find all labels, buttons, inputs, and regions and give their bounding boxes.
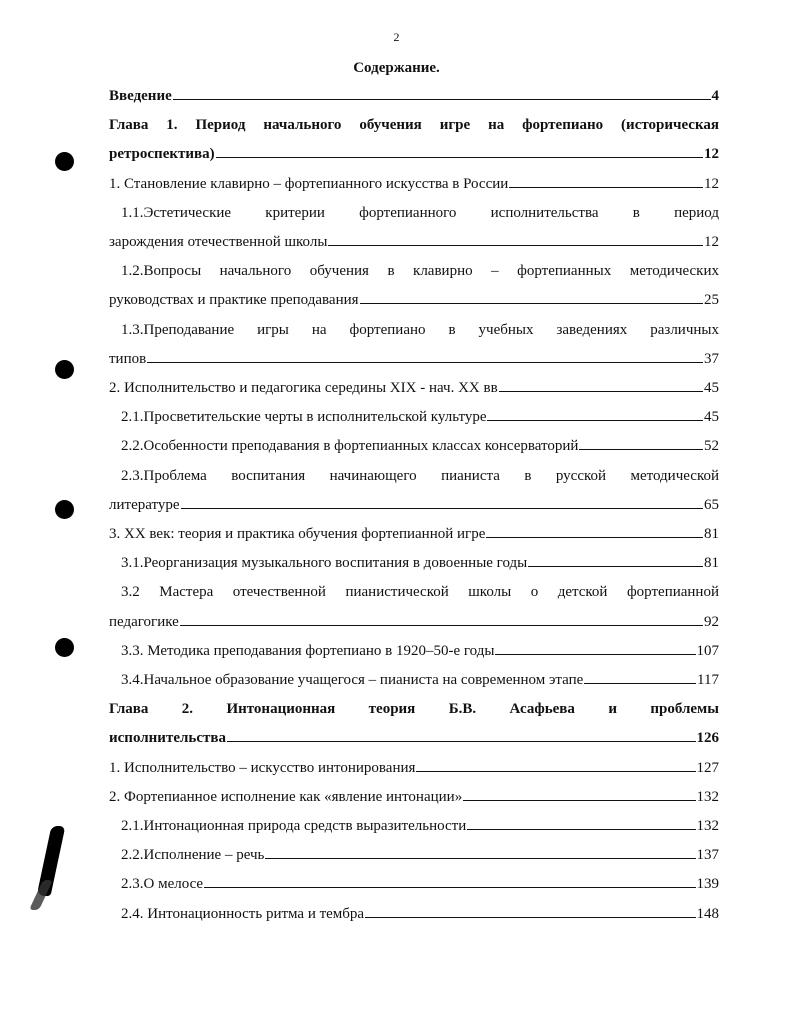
- leader-line: [416, 771, 695, 772]
- leader-line: [365, 917, 695, 918]
- toc-entry: [109, 403, 719, 432]
- leader-line: [204, 887, 695, 888]
- leader-line: [181, 508, 703, 509]
- toc-page-number: 45: [704, 409, 719, 426]
- leader-line: [180, 625, 703, 626]
- punch-hole-mark: [55, 360, 74, 379]
- leader-line: [147, 362, 703, 363]
- toc-entry-text: 2.1.Интонационная природа средств выразительности: [121, 818, 467, 835]
- toc-entry: [109, 520, 719, 549]
- toc-entry-text: 2.2.Исполнение – речь: [121, 847, 265, 864]
- toc-entry-text: ретроспектива): [109, 146, 215, 163]
- toc-entry-text: Глава 2. Интонационная теория Б.В. Асафьева и проблемы: [109, 701, 719, 718]
- toc-entry: [109, 432, 719, 461]
- toc-entry: [109, 199, 719, 257]
- toc-entry-text: 2.3.О мелосе: [121, 876, 204, 893]
- toc-entry: [109, 783, 719, 812]
- toc-page-number: 81: [704, 555, 719, 572]
- punch-hole-mark: [55, 152, 74, 171]
- toc-page-number: 139: [696, 876, 719, 893]
- toc-page-number: 25: [704, 292, 719, 309]
- leader-line: [579, 449, 703, 450]
- toc-page-number: 45: [704, 380, 719, 397]
- toc-entry: [109, 170, 719, 199]
- toc-entry-text: Введение: [109, 88, 172, 104]
- toc-entry-text: типов: [109, 350, 147, 367]
- leader-line: [227, 741, 696, 742]
- page-number: 2: [393, 30, 400, 44]
- leader-line: [509, 187, 703, 188]
- toc-entry-text: 3.2 Мастера отечественной пианистической школы о детской фортепианной: [121, 584, 719, 601]
- toc-entry-text: 3. XX век: теория и практика обучения фортепианной игре: [109, 526, 486, 543]
- toc-entry-text: 2.2.Особенности преподавания в фортепианных классах консерваторий: [121, 438, 579, 455]
- toc-entry: [109, 841, 719, 870]
- toc-entry-text: 2. Исполнительство и педагогика середины XIX - нач. XX вв: [109, 380, 498, 397]
- toc-entry: [109, 812, 719, 841]
- toc-entry: [109, 637, 719, 666]
- toc-page-number: 52: [704, 438, 719, 455]
- toc-entry-text: 1.2.Вопросы начального обучения в клавирно – фортепианных методических: [121, 263, 719, 280]
- toc-entry: [109, 666, 719, 695]
- toc-entry: [109, 549, 719, 578]
- toc-page-number: 148: [696, 905, 719, 922]
- toc-entry-text: 3.4.Начальное образование учащегося – пианиста на современном этапе: [121, 672, 584, 689]
- toc-entry-text: зарождения отечественной школы: [109, 234, 328, 251]
- toc-entry-text: педагогике: [109, 613, 179, 630]
- toc-entry: [109, 316, 719, 374]
- toc-page-number: 12: [704, 175, 719, 192]
- toc-page-number: 92: [704, 613, 719, 630]
- toc-page-number: 132: [696, 788, 719, 805]
- toc-page-number: 4: [711, 88, 719, 104]
- page-title: Содержание.: [353, 60, 440, 76]
- toc-page-number: 81: [704, 526, 719, 543]
- leader-line: [495, 654, 695, 655]
- toc-entry: [109, 82, 719, 111]
- toc-page-number: 127: [696, 759, 719, 776]
- toc-page-number: 12: [704, 234, 719, 251]
- toc-entry-text: 2.3.Проблема воспитания начинающего пианиста в русской методической: [121, 467, 719, 484]
- leader-line: [486, 537, 703, 538]
- toc-entry: [109, 695, 719, 753]
- toc-page-number: 117: [697, 672, 719, 689]
- toc-entry-text: Глава 1. Период начального обучения игре на фортепиано (историческая: [109, 117, 719, 134]
- toc-page-number: 132: [696, 818, 719, 835]
- toc-entry-text: руководствах и практике преподавания: [109, 292, 359, 309]
- toc-entry: [109, 374, 719, 403]
- leader-line: [499, 391, 703, 392]
- leader-line: [265, 858, 695, 859]
- toc-entry-text: 1. Становление клавирно – фортепианного искусства в России: [109, 175, 509, 192]
- punch-hole-mark: [55, 638, 74, 657]
- leader-line: [360, 303, 703, 304]
- toc-entry-text: литературе: [109, 496, 180, 513]
- toc-page-number: 126: [696, 730, 719, 747]
- toc-page-number: 37: [704, 350, 719, 367]
- toc-entry: [109, 111, 719, 169]
- toc-page-number: 65: [704, 496, 719, 513]
- toc-page-number: 137: [696, 847, 719, 864]
- leader-line: [463, 800, 695, 801]
- toc-entry-text: 3.1.Реорганизация музыкального воспитания в довоенные годы: [121, 555, 528, 572]
- toc-entry: [109, 462, 719, 520]
- toc-page-number: 12: [704, 146, 719, 163]
- toc-entry-text: 1.3.Преподавание игры на фортепиано в учебных заведениях различных: [121, 321, 719, 338]
- toc-entry: [109, 754, 719, 783]
- leader-line: [173, 99, 711, 100]
- toc-entry-text: 3.3. Методика преподавания фортепиано в 1920–50-е годы: [121, 642, 495, 659]
- leader-line: [584, 683, 696, 684]
- leader-line: [528, 566, 703, 567]
- leader-line: [467, 829, 695, 830]
- toc-entry-text: исполнительства: [109, 730, 226, 747]
- leader-line: [328, 245, 703, 246]
- punch-hole-mark: [55, 500, 74, 519]
- toc-entry-text: 1. Исполнительство – искусство интонирования: [109, 759, 416, 776]
- toc-entry-text: 2.4. Интонационность ритма и тембра: [121, 905, 365, 922]
- leader-line: [487, 420, 703, 421]
- toc-entry-text: 2. Фортепианное исполнение как «явление интонации»: [109, 788, 463, 805]
- toc-entry-text: 1.1.Эстетические критерии фортепианного исполнительства в период: [121, 204, 719, 221]
- toc-page-number: 107: [696, 642, 719, 659]
- toc-entry-text: 2.1.Просветительские черты в исполнительской культуре: [121, 409, 487, 426]
- toc-entry: [109, 578, 719, 636]
- toc-entry: [109, 870, 719, 899]
- table-of-contents: [109, 82, 719, 929]
- toc-entry: [109, 257, 719, 315]
- toc-entry: [109, 900, 719, 929]
- leader-line: [216, 157, 703, 158]
